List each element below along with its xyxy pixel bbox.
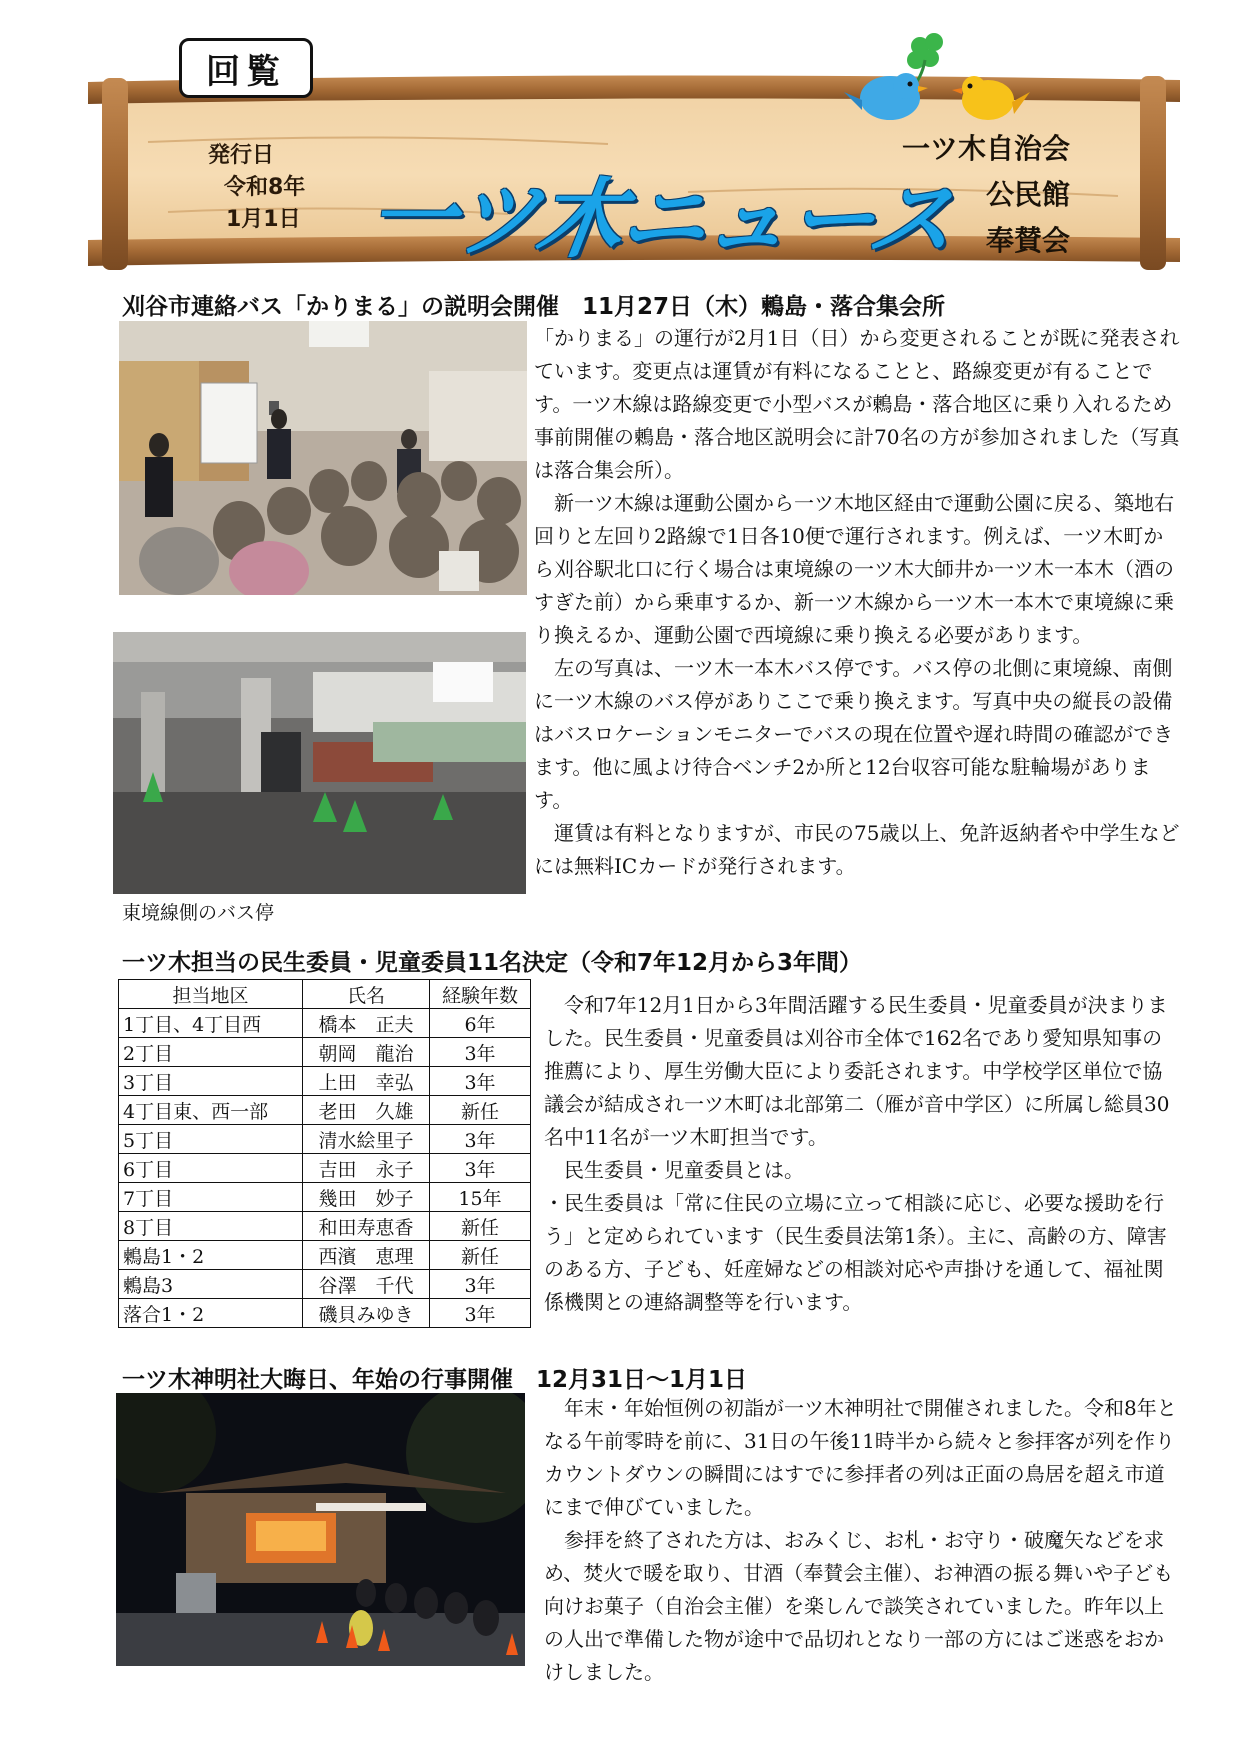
table-cell-name: 老田 久雄 [303,1096,430,1125]
article3-heading: 一ツ木神明社大晦日、年始の行事開催 12月31日～1月1日 [122,1367,748,1393]
article2-paragraph-2: 民生委員・児童委員とは。 [564,1158,804,1182]
table-cell-area: 鶫島3 [119,1270,303,1299]
table-cell-years: 3年 [430,1154,531,1183]
table-cell-area: 6丁目 [119,1154,303,1183]
article2-paragraph-1: 令和7年12月1日から3年間活躍する民生委員・児童委員が決まりました。民生委員・児童委員は刈谷市全体で162名であり愛知県知事の推薦により、厚生労働大臣により委託されます。中学校学区単位で協議会が結成され一ツ木町は北部第二（雁が音中学区）に所属し総員30名中11名が一ツ木町担当です。 [544,993,1170,1149]
issue-era: 令和8年 [224,175,306,200]
birds-clover-illustration [840,30,1040,130]
shrine-photo [116,1393,525,1666]
article3-body [544,1392,1180,1689]
article1-paragraph-3: 左の写真は、一ツ木一本木バス停です。バス停の北側に東境線、南側に一ツ木線のバス停がありここで乗り換えます。写真中央の縦長の設備はバスロケーションモニターでバスの現在位置や遅れ時間の確認ができます。他に風よけ待合ベンチ2か所と12台収容可能な駐輪場があります。 [534,656,1174,812]
welfare-commissioner-table [118,979,531,1328]
article1-body [534,322,1180,883]
org-hosankai: 奉賛会 [985,224,1070,257]
article2-heading: 一ツ木担当の民生委員・児童委員11名決定（令和7年12月から3年間） [122,950,863,976]
table-row [119,1009,531,1038]
table-cell-name: 上田 幸弘 [303,1067,430,1096]
table-cell-years: 3年 [430,1067,531,1096]
meeting-photo [119,321,527,595]
article2-body [544,989,1180,1319]
table-row [119,1067,531,1096]
table-cell-area: 1丁目、4丁目西 [119,1009,303,1038]
table-cell-years: 3年 [430,1125,531,1154]
table-row [119,1299,531,1328]
kairan-stamp: 回覧 [179,38,313,98]
issue-date: 1月1日 [226,207,301,232]
table-row [119,1125,531,1154]
table-header-area: 担当地区 [119,980,303,1009]
table-cell-years: 3年 [430,1038,531,1067]
table-row [119,1212,531,1241]
table-header-name: 氏名 [303,980,430,1009]
table-row [119,1154,531,1183]
table-cell-area: 2丁目 [119,1038,303,1067]
table-cell-area: 落合1・2 [119,1299,303,1328]
newsletter-title: 一ツ木ニュース [361,170,960,270]
article1-paragraph-2: 新一ツ木線は運動公園から一ツ木地区経由で運動公園に戻る、築地右回りと左回り2路線で1日各10便で運行されます。例えば、一ツ木町から刈谷駅北口に行く場合は東境線の一ツ木大師井か一ツ木一本木（酒のすぎた前）から乗車するか、新一ツ木線から一ツ木一本木で東境線に乗り換えるか、運動公園で西境線に乗り換える必要があります。 [534,491,1174,647]
table-row [119,1183,531,1212]
table-cell-area: 4丁目東、西一部 [119,1096,303,1125]
table-cell-name: 清水絵里子 [303,1125,430,1154]
table-row [119,1241,531,1270]
table-cell-name: 橋本 正夫 [303,1009,430,1038]
bus-stop-caption: 東境線側のバス停 [122,902,275,924]
table-cell-area: 7丁目 [119,1183,303,1212]
table-cell-name: 谷澤 千代 [303,1270,430,1299]
table-cell-years: 新任 [430,1096,531,1125]
org-kominkan: 公民館 [985,178,1070,211]
table-cell-years: 新任 [430,1212,531,1241]
article3-paragraph-1: 年末・年始恒例の初詣が一ツ木神明社で開催されました。令和8年となる午前零時を前に、31日の午後11時半から続々と参拝客が列を作りカウントダウンの瞬間にはすでに参拝者の列は正面の鳥居を超え市道にまで伸びていました。 [544,1396,1177,1519]
bus-stop-photo [113,632,526,894]
table-cell-years: 6年 [430,1009,531,1038]
table-row [119,1038,531,1067]
table-cell-area: 鶫島1・2 [119,1241,303,1270]
table-cell-name: 和田寿恵香 [303,1212,430,1241]
issue-date-block [208,140,305,236]
table-header-years: 経験年数 [430,980,531,1009]
table-cell-years: 3年 [430,1299,531,1328]
table-cell-name: 吉田 永子 [303,1154,430,1183]
table-cell-years: 3年 [430,1270,531,1299]
article1-paragraph-4: 運賃は有料となりますが、市民の75歳以上、免許返納者や中学生などには無料ICカードが発行されます。 [534,821,1180,878]
table-cell-years: 15年 [430,1183,531,1212]
table-row [119,1270,531,1299]
yellow-bird-icon [952,76,1030,120]
table-row [119,1096,531,1125]
article1-paragraph-1: 「かりまる」の運行が2月1日（日）から変更されることが既に発表されています。変更点は運賃が有料になることと、路線変更が有ることです。一ツ木線は路線変更で小型バスが鶫島・落合地区に乗り入れるため事前開催の鶫島・落合地区説明会に計70名の方が参加されました（写真は落合集会所）。 [534,326,1180,482]
table-cell-name: 朝岡 龍治 [303,1038,430,1067]
article3-paragraph-2: 参拝を終了された方は、おみくじ、お札・お守り・破魔矢などを求め、焚火で暖を取り、甘酒（奉賛会主催）、お神酒の振る舞いや子ども向けお菓子（自治会主催）を楽しんで談笑されていました。昨年以上の人出で準備した物が途中で品切れとなり一部の方にはご迷惑をおかけしました。 [544,1528,1174,1684]
org-jichikai: 一ツ木自治会 [901,132,1070,165]
article2-paragraph-3: ・民生委員は「常に住民の立場に立って相談に応じ、必要な援助を行う」と定められています（民生委員法第1条）。主に、高齢の方、障害のある方、子ども、妊産婦などの相談対応や声掛けを通して、福祉関係機関との連絡調整等を行います。 [544,1191,1167,1314]
article1-heading: 刈谷市連絡バス「かりまる」の説明会開催 11月27日（木）鶫島・落合集会所 [122,294,946,320]
issue-label: 発行日 [208,143,275,168]
table-cell-years: 新任 [430,1241,531,1270]
blue-bird-icon [844,73,928,120]
table-cell-name: 幾田 妙子 [303,1183,430,1212]
table-cell-area: 5丁目 [119,1125,303,1154]
table-header-row [119,980,531,1009]
table-cell-name: 磯貝みゆき [303,1299,430,1328]
publisher-orgs [870,126,1070,264]
table-cell-name: 西濱 恵理 [303,1241,430,1270]
table-cell-area: 3丁目 [119,1067,303,1096]
table-cell-area: 8丁目 [119,1212,303,1241]
